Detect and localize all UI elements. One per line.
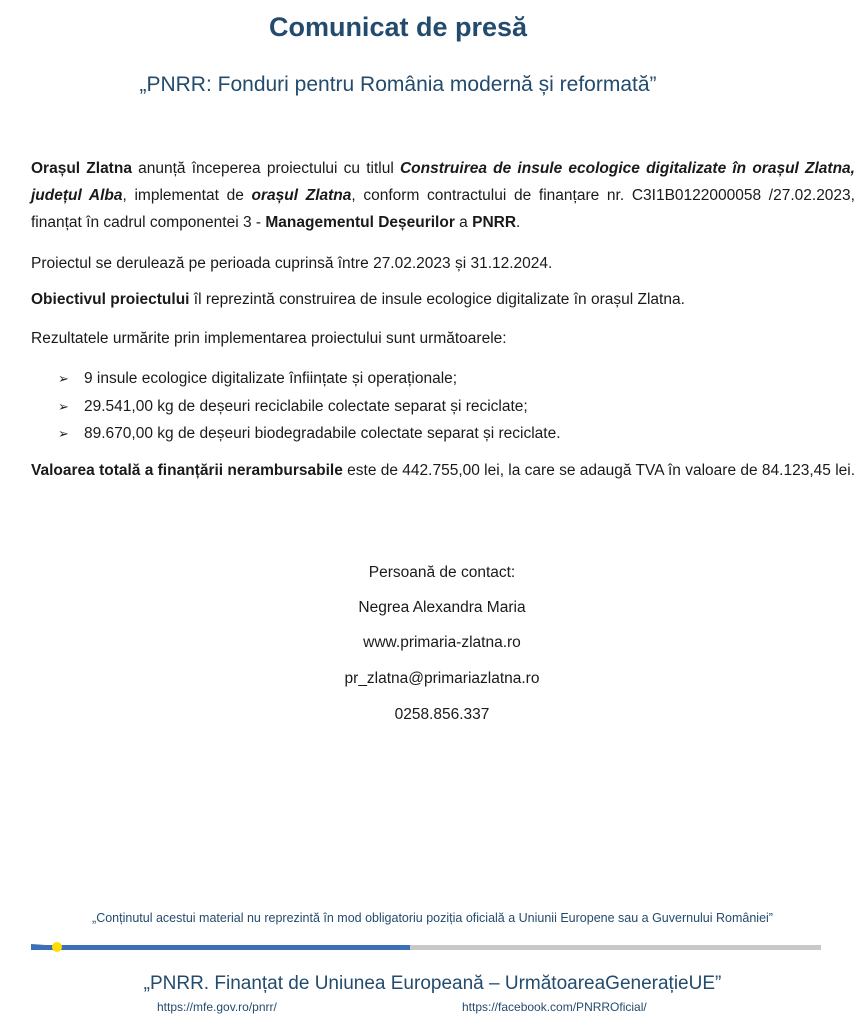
contact-label: Persoană de contact: [368,564,516,581]
facebook-link[interactable]: https://facebook.com/PNRROficial/ [462,1000,647,1014]
funding-paragraph [31,457,855,484]
arrow-bullet-icon: ➢ [58,426,69,441]
period-paragraph: Proiectul se derulează pe perioada cuprinsă între 27.02.2023 și 31.12.2024. [31,255,553,272]
intro-paragraph [31,155,855,236]
component-name: Managementul Deșeurilor [265,214,455,231]
progress-fill [31,945,410,950]
results-intro: Rezultatele urmărite prin implementarea proiectului sunt următoarele: [31,330,507,347]
objective-text: îl reprezintă construirea de insule ecologice digitalizate în orașul Zlatna. [189,291,685,308]
objective-paragraph [31,286,855,313]
contact-website-link[interactable]: www.primaria-zlatna.ro [363,634,521,651]
list-item-text: 89.670,00 kg de deșeuri biodegradabile colectate separat și reciclate. [84,425,561,442]
program-name: PNRR [472,214,517,231]
intro-text-4: a [454,214,473,231]
implementer-name: orașul Zlatna [251,187,352,204]
funding-label: Valoarea totală a finanțării nerambursabile [31,462,343,479]
intro-text-2: , implementat de [122,187,252,204]
objective-label: Obiectivul proiectului [31,291,190,308]
list-item-text: 29.541,00 kg de deșeuri reciclabile colectate separat și reciclate; [84,397,528,415]
list-item [58,420,838,448]
intro-text-1: anunță începerea proiectului cu titlul [131,160,400,177]
intro-text-3: , conform contractului de finanțare nr. C3I1B0122000058 /27.02.2023, finanțat în cadrul componentei 3 - [31,187,855,231]
page-subtitle: „PNRR: Fonduri pentru România modernă și reformată” [139,73,657,96]
results-list [58,365,838,448]
arrow-bullet-icon: ➢ [58,371,69,386]
mfe-link[interactable]: https://mfe.gov.ro/pnrr/ [157,1000,277,1014]
contact-email-link[interactable]: pr_zlatna@primariazlatna.ro [344,670,540,687]
city-name: Orașul Zlatna [31,160,132,177]
project-title: Construirea de insule ecologice digitalizate în orașul Zlatna, județul Alba [31,160,855,204]
footer-tagline: „PNRR. Finanțat de Uniunea Europeană – UrmătoareaGenerațieUE” [143,973,722,994]
eu-star-icon [31,940,71,954]
intro-text-5: . [516,214,521,231]
funding-text: este de 442.755,00 lei, la care se adaugă TVA în valoare de 84.123,45 lei. [342,462,856,479]
list-item [58,365,838,393]
footer-progress-bar [31,942,821,952]
list-item-text: 9 insule ecologice digitalizate înființate și operaționale; [84,370,458,387]
page-title: Comunicat de presă [268,12,528,42]
list-item [58,393,838,421]
arrow-bullet-icon: ➢ [58,398,69,414]
contact-phone: 0258.856.337 [394,706,490,723]
footer-disclaimer: „Conținutul acestui material nu reprezintă în mod obligatoriu poziția oficială a Uniunii Europene sau a Guvernului României” [92,911,773,925]
contact-name: Negrea Alexandra Maria [358,599,526,616]
